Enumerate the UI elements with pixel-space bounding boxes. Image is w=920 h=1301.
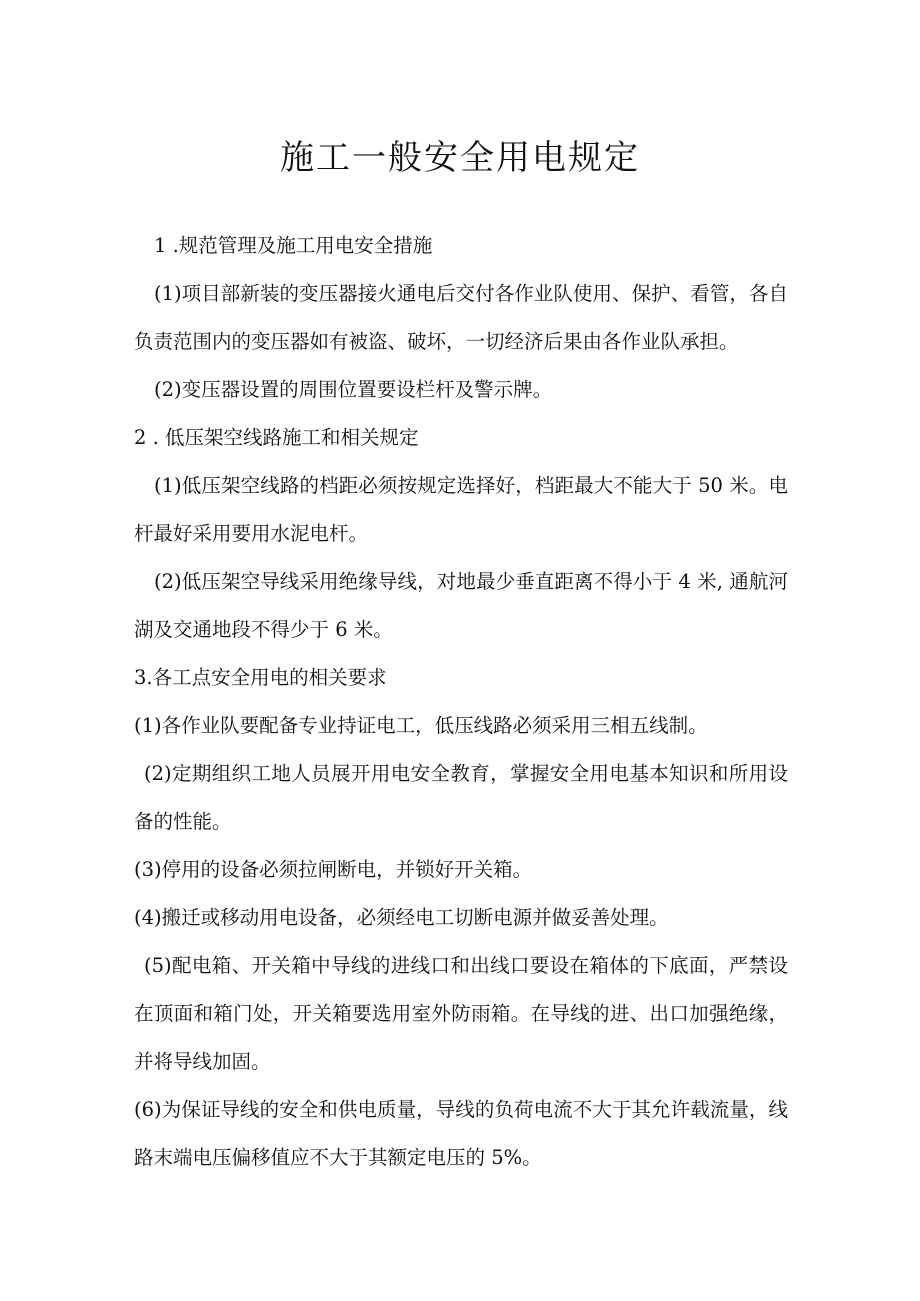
section-heading-1: 1 .规范管理及施工用电安全措施 (154, 234, 433, 257)
paragraph-2-2: (2)低压架空导线采用绝缘导线，对地最少垂直距离不得小于 4 米, 通航河湖及交通地段不得少于 6 米。 (134, 570, 788, 641)
paragraph-3-5: (5)配电箱、开关箱中导线的进线口和出线口要设在箱体的下底面，严禁设在顶面和箱门处，开关箱要选用室外防雨箱。在导线的进、出口加强绝缘，并将导线加固。 (134, 954, 788, 1073)
paragraph-1-2: (2)变压器设置的周围位置要设栏杆及警示牌。 (154, 378, 553, 401)
paragraph-3-6: (6)为保证导线的安全和供电质量，导线的负荷电流不大于其允许载流量，线路末端电压偏移值应不大于其额定电压的 5%。 (134, 1098, 788, 1169)
paragraph-3-1: (1)各作业队要配备专业持证电工，低压线路必须采用三相五线制。 (134, 714, 708, 737)
paragraph-2-1: (1)低压架空线路的档距必须按规定选择好，档距最大不能大于 50 米。电杆最好采用要用水泥电杆。 (134, 474, 788, 545)
paragraph-3-4: (4)搬迁或移动用电设备，必须经电工切断电源并做妥善处理。 (134, 906, 669, 929)
paragraph-3-3: (3)停用的设备必须拉闸断电，并锁好开关箱。 (134, 858, 533, 881)
paragraph-3-2: (2)定期组织工地人员展开用电安全教育，掌握安全用电基本知识和所用设备的性能。 (134, 762, 788, 833)
paragraph-1-1: (1)项目部新装的变压器接火通电后交付各作业队使用、保护、看管，各自负责范围内的变压器如有被盗、破坏，一切经济后果由各作业队承担。 (134, 282, 788, 353)
section-heading-3: 3.各工点安全用电的相关要求 (134, 666, 387, 689)
document-title: 施工一般安全用电规定 (280, 138, 640, 178)
document-body (134, 222, 788, 1182)
section-heading-2: 2 . 低压架空线路施工和相关规定 (134, 426, 419, 449)
